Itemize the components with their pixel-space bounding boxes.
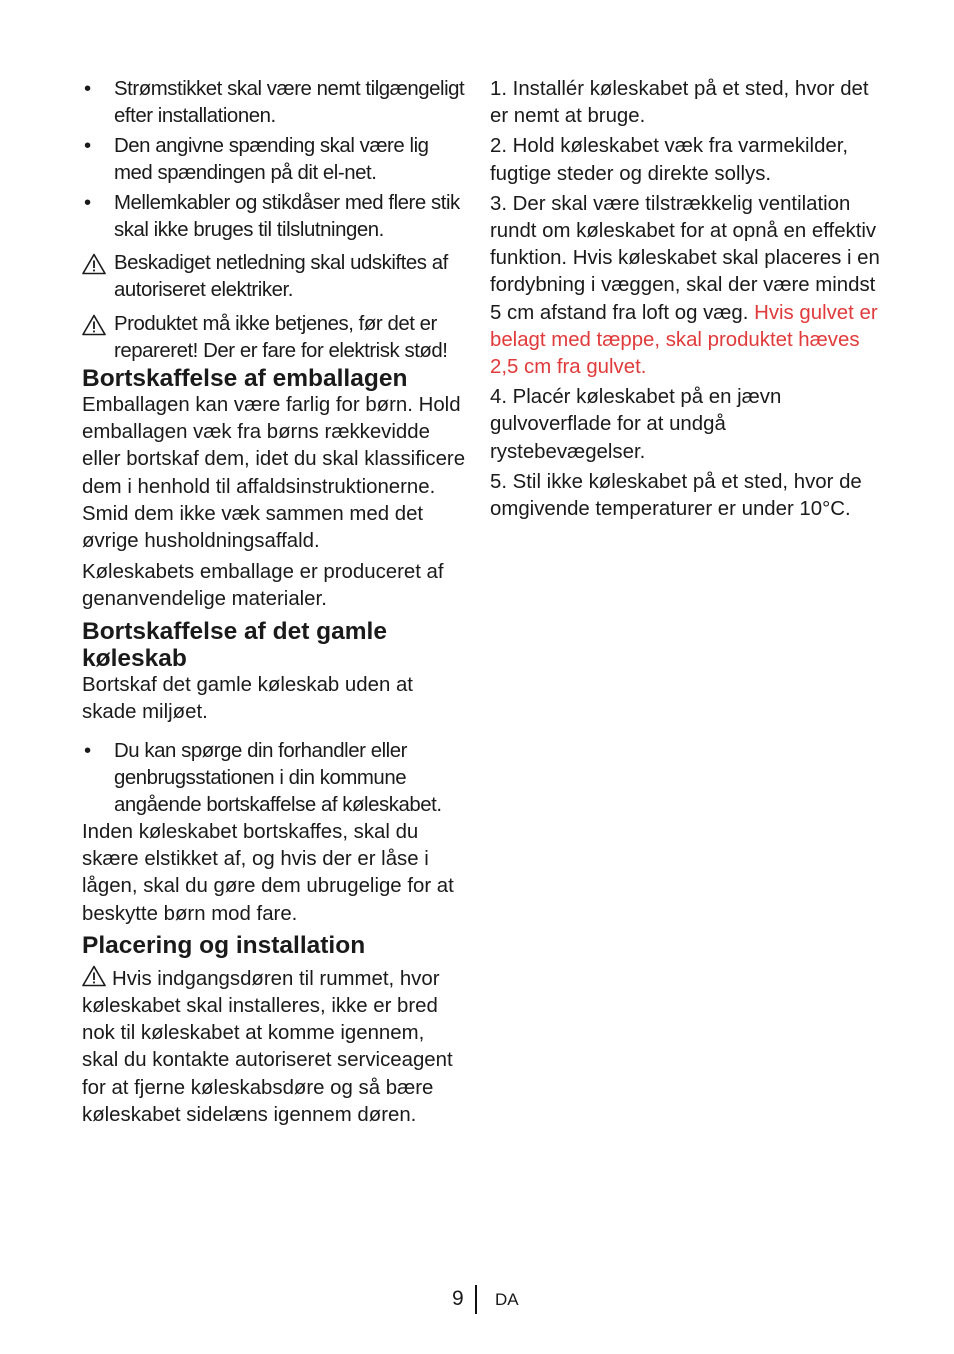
warning-text: Produktet må ikke betjenes, før det er repareret! Der er fare for elektrisk stød!	[114, 313, 448, 362]
step-red-note: Hvis gulvet er belagt med tæppe, skal produktet hæves 2,5 cm fra gulvet.	[490, 301, 878, 379]
list-item	[82, 190, 466, 244]
warning-triangle-icon	[82, 965, 106, 987]
installation-step: 1. Installér køleskabet på et sted, hvor det er nemt at bruge.	[490, 78, 869, 128]
bullet-text: Den angivne spænding skal være lig med spændingen på dit el-net.	[114, 135, 429, 184]
bullet-dot: •	[84, 192, 91, 214]
bullet-dot: •	[84, 78, 91, 100]
installation-step	[490, 191, 880, 381]
warning-triangle-icon	[82, 314, 106, 336]
warning-text: Beskadiget netledning skal udskiftes af autoriseret elektriker.	[114, 252, 448, 301]
list-item	[82, 738, 466, 819]
page-number: 9	[452, 1287, 464, 1310]
section-heading-packaging: Bortskaffelse af emballagen	[82, 365, 408, 392]
section-heading-placement: Placering og installation	[82, 931, 366, 959]
warning-paragraph	[82, 965, 466, 1129]
paragraph: Emballagen kan være farlig for børn. Hold emballagen væk fra børns rækkevidde eller bortskaf dem, idet du skal klassificere dem i henhold til affaldsinstruktionerne. Smid dem ikke væk sammen med det øvrige husholdningsaffald.	[82, 394, 466, 553]
list-item	[82, 76, 466, 130]
paragraph: Inden køleskabet bortskaffes, skal du skære elstikket af, og hvis der er låse i lågen, skal du gøre dem ubrugelige for at beskytte børn mod fare.	[82, 821, 454, 925]
bullet-text: Strømstikket skal være nemt tilgængeligt efter installationen.	[114, 78, 465, 127]
bullet-text: Du kan spørge din forhandler eller genbrugsstationen i din kommune angående bortskaffelse af køleskabet.	[114, 740, 442, 817]
right-column	[490, 76, 880, 526]
paragraph: Køleskabets emballage er produceret af genanvendelige materialer.	[82, 561, 444, 611]
warning-note	[82, 311, 466, 365]
bullet-dot: •	[84, 135, 91, 157]
warning-triangle-icon	[82, 253, 106, 275]
step-text: 3. Der skal være tilstrækkelig ventilation rundt om køleskabet for at opnå en effektiv funktion. Hvis køleskabet skal placeres i en fordybning i væggen, skal der være mindst 5 cm afstand fra loft og væg.	[490, 192, 880, 324]
bullet-dot: •	[84, 740, 91, 763]
list-item	[82, 133, 466, 187]
section-heading-old-fridge: Bortskaffelse af det gamle køleskab	[82, 617, 387, 672]
disposal-bullet-list	[82, 738, 466, 819]
left-column	[82, 76, 466, 1133]
warning-note	[82, 250, 466, 304]
installation-step: 4. Placér køleskabet på en jævn gulvoverflade for at undgå rystebevægelser.	[490, 386, 782, 463]
footer-divider	[475, 1285, 477, 1314]
language-code: DA	[495, 1290, 519, 1309]
bullet-text: Mellemkabler og stikdåser med flere stik skal ikke bruges til tilslutningen.	[114, 192, 460, 241]
installation-step: 5. Stil ikke køleskabet på et sted, hvor de omgivende temperaturer er under 10°C.	[490, 470, 862, 521]
paragraph: Bortskaf det gamle køleskab uden at skade miljøet.	[82, 673, 413, 723]
installation-step: 2. Hold køleskabet væk fra varmekilder, fugtige steder og direkte sollys.	[490, 135, 849, 185]
warning-text: Hvis indgangsdøren til rummet, hvor køleskabet skal installeres, ikke er bred nok til køleskabet at komme igennem, skal du kontakte autoriseret serviceagent for at fjerne køleskabsdøre og så bære køleskabet sidelæns igennem døren.	[82, 967, 453, 1126]
connection-bullet-list	[82, 76, 466, 244]
